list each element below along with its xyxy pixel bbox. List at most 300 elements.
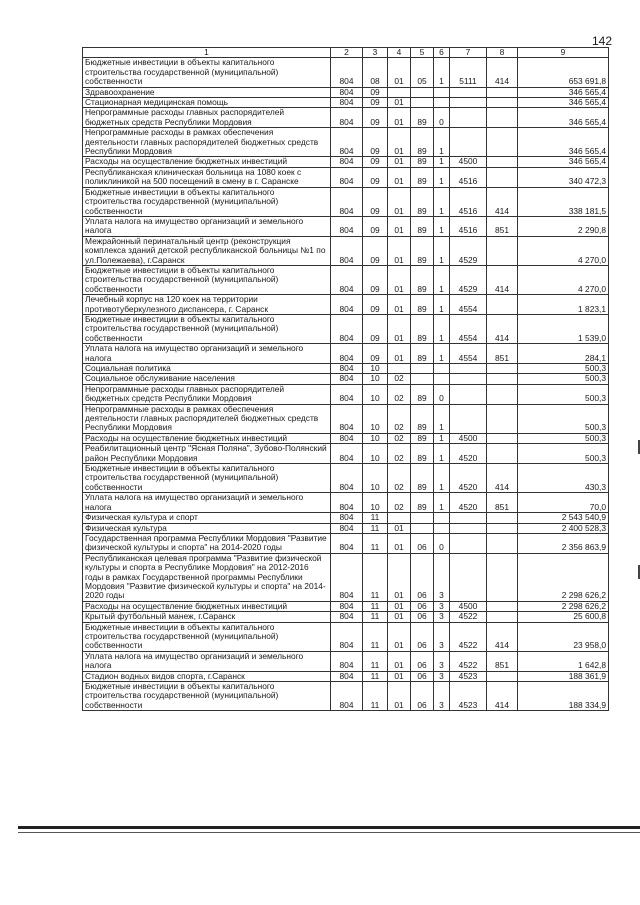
name-cell: Бюджетные инвестиции в объекты капитального строительства государственной (муниципальной) собственности xyxy=(83,622,331,651)
amount-cell: 346 565,4 xyxy=(518,87,609,97)
section-cell: 11 xyxy=(363,523,388,533)
amount-cell: 500,3 xyxy=(518,384,609,404)
subsection-cell: 01 xyxy=(388,98,411,108)
name-cell: Здравоохранение xyxy=(83,87,331,97)
item-cell: 4522 xyxy=(450,651,487,671)
subprogram-cell: 1 xyxy=(434,58,450,87)
program-cell: 89 xyxy=(411,167,434,187)
program-cell: 06 xyxy=(411,682,434,711)
amount-cell: 188 334,9 xyxy=(518,682,609,711)
section-cell: 09 xyxy=(363,98,388,108)
name-cell: Бюджетные инвестиции в объекты капитального строительства государственной (муниципальной) собственности xyxy=(83,187,331,216)
expense-type-cell xyxy=(487,98,518,108)
expense-type-cell: 414 xyxy=(487,58,518,87)
admin-code-cell: 804 xyxy=(331,493,363,513)
subsection-cell: 01 xyxy=(388,167,411,187)
item-cell: 4529 xyxy=(450,265,487,294)
subsection-cell: 01 xyxy=(388,651,411,671)
program-cell: 06 xyxy=(411,651,434,671)
amount-cell: 346 565,4 xyxy=(518,128,609,157)
admin-code-cell: 804 xyxy=(331,236,363,265)
section-cell: 11 xyxy=(363,622,388,651)
amount-cell: 653 691,8 xyxy=(518,58,609,87)
budget-table xyxy=(82,47,609,711)
program-cell: 89 xyxy=(411,236,434,265)
expense-type-cell xyxy=(487,128,518,157)
section-cell: 10 xyxy=(363,433,388,443)
subsection-cell: 01 xyxy=(388,236,411,265)
amount-cell: 284,1 xyxy=(518,344,609,364)
subprogram-cell: 3 xyxy=(434,553,450,601)
section-cell: 10 xyxy=(363,493,388,513)
name-cell: Бюджетные инвестиции в объекты капитального строительства государственной (муниципальной) собственности xyxy=(83,314,331,343)
bottom-rule xyxy=(18,826,640,829)
subsection-cell: 01 xyxy=(388,58,411,87)
table-row xyxy=(83,374,609,384)
amount-cell: 500,3 xyxy=(518,374,609,384)
name-cell: Непрограммные расходы главных распорядителей бюджетных средств Республики Мордовия xyxy=(83,384,331,404)
table-row xyxy=(83,493,609,513)
item-cell xyxy=(450,523,487,533)
amount-cell: 4 270,0 xyxy=(518,265,609,294)
program-cell: 89 xyxy=(411,128,434,157)
item-cell xyxy=(450,533,487,553)
name-cell: Стадион водных видов спорта, г.Саранск xyxy=(83,671,331,681)
section-cell: 09 xyxy=(363,236,388,265)
subsection-cell: 01 xyxy=(388,671,411,681)
table-row xyxy=(83,523,609,533)
amount-cell: 340 472,3 xyxy=(518,167,609,187)
amount-cell: 1 823,1 xyxy=(518,295,609,315)
expense-type-cell xyxy=(487,433,518,443)
name-cell: Государственная программа Республики Мордовия "Развитие физической культуры и спорта" на 2014-2020 годы xyxy=(83,533,331,553)
program-cell: 89 xyxy=(411,157,434,167)
subsection-cell: 02 xyxy=(388,404,411,433)
admin-code-cell: 804 xyxy=(331,157,363,167)
admin-code-cell: 804 xyxy=(331,58,363,87)
admin-code-cell: 804 xyxy=(331,374,363,384)
table-row xyxy=(83,404,609,433)
expense-type-cell: 851 xyxy=(487,216,518,236)
subsection-cell: 01 xyxy=(388,533,411,553)
name-cell: Реабилитационный центр "Ясная Поляна", Зубово-Полянский район Республики Мордовия xyxy=(83,444,331,464)
subprogram-cell xyxy=(434,87,450,97)
name-cell: Физическая культура xyxy=(83,523,331,533)
header-cell: 2 xyxy=(331,48,363,58)
section-cell: 09 xyxy=(363,265,388,294)
header-cell: 5 xyxy=(411,48,434,58)
program-cell xyxy=(411,364,434,374)
program-cell: 89 xyxy=(411,187,434,216)
header-cell: 3 xyxy=(363,48,388,58)
name-cell: Непрограммные расходы в рамках обеспечения деятельности главных распорядителей бюджетных средств Республики Мордовия xyxy=(83,128,331,157)
program-cell: 89 xyxy=(411,295,434,315)
item-cell xyxy=(450,374,487,384)
program-cell: 89 xyxy=(411,265,434,294)
table-row xyxy=(83,433,609,443)
amount-cell: 2 298 626,2 xyxy=(518,553,609,601)
subsection-cell: 02 xyxy=(388,433,411,443)
table-row xyxy=(83,108,609,128)
table-row xyxy=(83,216,609,236)
admin-code-cell: 804 xyxy=(331,87,363,97)
admin-code-cell: 804 xyxy=(331,265,363,294)
admin-code-cell: 804 xyxy=(331,314,363,343)
subsection-cell: 01 xyxy=(388,612,411,622)
expense-type-cell: 414 xyxy=(487,682,518,711)
section-cell: 09 xyxy=(363,314,388,343)
name-cell: Бюджетные инвестиции в объекты капитального строительства государственной (муниципальной) собственности xyxy=(83,58,331,87)
admin-code-cell: 804 xyxy=(331,344,363,364)
section-cell: 09 xyxy=(363,295,388,315)
subprogram-cell: 1 xyxy=(434,404,450,433)
section-cell: 10 xyxy=(363,374,388,384)
section-cell: 09 xyxy=(363,108,388,128)
subprogram-cell: 3 xyxy=(434,612,450,622)
header-cell: 7 xyxy=(450,48,487,58)
table-row xyxy=(83,167,609,187)
amount-cell: 346 565,4 xyxy=(518,108,609,128)
table-row xyxy=(83,236,609,265)
table-row xyxy=(83,344,609,364)
subsection-cell: 01 xyxy=(388,344,411,364)
item-cell: 4523 xyxy=(450,671,487,681)
expense-type-cell xyxy=(487,167,518,187)
expense-type-cell xyxy=(487,374,518,384)
program-cell: 89 xyxy=(411,344,434,364)
subsection-cell: 01 xyxy=(388,157,411,167)
expense-type-cell xyxy=(487,157,518,167)
amount-cell: 1 539,0 xyxy=(518,314,609,343)
item-cell: 4554 xyxy=(450,314,487,343)
section-cell: 11 xyxy=(363,513,388,523)
table-row xyxy=(83,533,609,553)
item-cell: 4500 xyxy=(450,157,487,167)
table-row xyxy=(83,513,609,523)
amount-cell: 346 565,4 xyxy=(518,157,609,167)
table-row xyxy=(83,612,609,622)
subprogram-cell: 1 xyxy=(434,344,450,364)
program-cell: 89 xyxy=(411,404,434,433)
subprogram-cell: 3 xyxy=(434,671,450,681)
subsection-cell: 01 xyxy=(388,523,411,533)
admin-code-cell: 804 xyxy=(331,433,363,443)
subsection-cell: 01 xyxy=(388,314,411,343)
section-cell: 09 xyxy=(363,87,388,97)
subprogram-cell xyxy=(434,374,450,384)
amount-cell: 500,3 xyxy=(518,404,609,433)
admin-code-cell: 804 xyxy=(331,404,363,433)
table-row xyxy=(83,314,609,343)
subprogram-cell xyxy=(434,364,450,374)
table-row xyxy=(83,601,609,611)
subprogram-cell: 1 xyxy=(434,433,450,443)
section-cell: 11 xyxy=(363,553,388,601)
expense-type-cell xyxy=(487,553,518,601)
expense-type-cell: 414 xyxy=(487,314,518,343)
admin-code-cell: 804 xyxy=(331,187,363,216)
subsection-cell: 02 xyxy=(388,444,411,464)
section-cell: 09 xyxy=(363,128,388,157)
name-cell: Расходы на осуществление бюджетных инвестиций xyxy=(83,601,331,611)
amount-cell: 2 400 528,3 xyxy=(518,523,609,533)
item-cell xyxy=(450,108,487,128)
expense-type-cell: 414 xyxy=(487,265,518,294)
amount-cell: 70,0 xyxy=(518,493,609,513)
section-cell: 11 xyxy=(363,671,388,681)
name-cell: Лечебный корпус на 120 коек на территории противотуберкулезного диспансера, г. Саранск xyxy=(83,295,331,315)
expense-type-cell xyxy=(487,295,518,315)
program-cell: 06 xyxy=(411,533,434,553)
subprogram-cell: 1 xyxy=(434,265,450,294)
header-cell: 6 xyxy=(434,48,450,58)
header-row xyxy=(83,48,609,58)
subprogram-cell: 0 xyxy=(434,108,450,128)
name-cell: Стационарная медицинская помощь xyxy=(83,98,331,108)
item-cell: 4500 xyxy=(450,601,487,611)
admin-code-cell: 804 xyxy=(331,167,363,187)
item-cell: 4523 xyxy=(450,682,487,711)
table-row xyxy=(83,464,609,493)
subsection-cell: 01 xyxy=(388,601,411,611)
name-cell: Непрограммные расходы главных распорядителей бюджетных средств Республики Мордовия xyxy=(83,108,331,128)
subprogram-cell: 3 xyxy=(434,601,450,611)
table-row xyxy=(83,58,609,87)
subsection-cell: 01 xyxy=(388,295,411,315)
item-cell: 4520 xyxy=(450,493,487,513)
admin-code-cell: 804 xyxy=(331,384,363,404)
table-row xyxy=(83,187,609,216)
bottom-rule-thin xyxy=(18,832,640,833)
admin-code-cell: 804 xyxy=(331,444,363,464)
item-cell: 4516 xyxy=(450,187,487,216)
item-cell: 5111 xyxy=(450,58,487,87)
item-cell xyxy=(450,384,487,404)
program-cell: 05 xyxy=(411,58,434,87)
header-cell: 9 xyxy=(518,48,609,58)
subprogram-cell xyxy=(434,523,450,533)
name-cell: Уплата налога на имущество организаций и земельного налога xyxy=(83,216,331,236)
subprogram-cell: 1 xyxy=(434,314,450,343)
table-row xyxy=(83,384,609,404)
subprogram-cell: 3 xyxy=(434,682,450,711)
subprogram-cell: 3 xyxy=(434,622,450,651)
admin-code-cell: 804 xyxy=(331,533,363,553)
subsection-cell xyxy=(388,87,411,97)
expense-type-cell: 851 xyxy=(487,493,518,513)
name-cell: Бюджетные инвестиции в объекты капитального строительства государственной (муниципальной) собственности xyxy=(83,265,331,294)
name-cell: Непрограммные расходы в рамках обеспечения деятельности главных распорядителей бюджетных средств Республики Мордовия xyxy=(83,404,331,433)
admin-code-cell: 804 xyxy=(331,128,363,157)
subprogram-cell: 1 xyxy=(434,444,450,464)
program-cell xyxy=(411,523,434,533)
expense-type-cell xyxy=(487,364,518,374)
subprogram-cell: 1 xyxy=(434,295,450,315)
table-row xyxy=(83,682,609,711)
subprogram-cell: 1 xyxy=(434,493,450,513)
section-cell: 11 xyxy=(363,533,388,553)
name-cell: Уплата налога на имущество организаций и земельного налога xyxy=(83,493,331,513)
table-row xyxy=(83,364,609,374)
amount-cell: 2 356 863,9 xyxy=(518,533,609,553)
item-cell: 4520 xyxy=(450,464,487,493)
amount-cell: 346 565,4 xyxy=(518,98,609,108)
subprogram-cell xyxy=(434,98,450,108)
expense-type-cell xyxy=(487,404,518,433)
item-cell xyxy=(450,98,487,108)
name-cell: Уплата налога на имущество организаций и земельного налога xyxy=(83,651,331,671)
expense-type-cell xyxy=(487,108,518,128)
expense-type-cell xyxy=(487,533,518,553)
amount-cell: 500,3 xyxy=(518,433,609,443)
name-cell: Бюджетные инвестиции в объекты капитального строительства государственной (муниципальной) собственности xyxy=(83,682,331,711)
name-cell: Расходы на осуществление бюджетных инвестиций xyxy=(83,433,331,443)
section-cell: 11 xyxy=(363,612,388,622)
item-cell: 4554 xyxy=(450,344,487,364)
section-cell: 11 xyxy=(363,601,388,611)
expense-type-cell xyxy=(487,513,518,523)
subprogram-cell: 0 xyxy=(434,533,450,553)
item-cell: 4522 xyxy=(450,622,487,651)
subsection-cell: 01 xyxy=(388,108,411,128)
expense-type-cell: 414 xyxy=(487,187,518,216)
expense-type-cell: 414 xyxy=(487,622,518,651)
name-cell: Социальная политика xyxy=(83,364,331,374)
subsection-cell: 01 xyxy=(388,187,411,216)
subprogram-cell: 1 xyxy=(434,128,450,157)
name-cell: Республиканская клиническая больница на 1080 коек с поликлиникой на 500 посещений в смену в г. Саранске xyxy=(83,167,331,187)
program-cell: 89 xyxy=(411,108,434,128)
amount-cell: 500,3 xyxy=(518,444,609,464)
admin-code-cell: 804 xyxy=(331,464,363,493)
program-cell: 06 xyxy=(411,671,434,681)
program-cell xyxy=(411,98,434,108)
subsection-cell: 01 xyxy=(388,265,411,294)
amount-cell: 430,3 xyxy=(518,464,609,493)
table-row xyxy=(83,651,609,671)
expense-type-cell: 851 xyxy=(487,344,518,364)
page-number: 142 xyxy=(591,34,612,48)
item-cell: 4522 xyxy=(450,612,487,622)
name-cell: Межрайонный перинатальный центр (реконструкция комплекса зданий детской республиканской больницы №1 по ул.Полежаева), г.Саранск xyxy=(83,236,331,265)
expense-type-cell: 851 xyxy=(487,651,518,671)
item-cell: 4500 xyxy=(450,433,487,443)
subsection-cell xyxy=(388,364,411,374)
expense-type-cell xyxy=(487,671,518,681)
admin-code-cell: 804 xyxy=(331,553,363,601)
admin-code-cell: 804 xyxy=(331,601,363,611)
program-cell: 89 xyxy=(411,433,434,443)
section-cell: 09 xyxy=(363,216,388,236)
table-row xyxy=(83,87,609,97)
table-row xyxy=(83,157,609,167)
name-cell: Уплата налога на имущество организаций и земельного налога xyxy=(83,344,331,364)
section-cell: 10 xyxy=(363,444,388,464)
table-row xyxy=(83,128,609,157)
table-row xyxy=(83,265,609,294)
header-cell: 8 xyxy=(487,48,518,58)
section-cell: 11 xyxy=(363,682,388,711)
header-cell: 4 xyxy=(388,48,411,58)
admin-code-cell: 804 xyxy=(331,612,363,622)
program-cell: 06 xyxy=(411,601,434,611)
amount-cell: 500,3 xyxy=(518,364,609,374)
expense-type-cell xyxy=(487,601,518,611)
amount-cell: 2 543 540,9 xyxy=(518,513,609,523)
expense-type-cell xyxy=(487,444,518,464)
table-row xyxy=(83,671,609,681)
subsection-cell xyxy=(388,513,411,523)
item-cell: 4554 xyxy=(450,295,487,315)
amount-cell: 2 290,8 xyxy=(518,216,609,236)
item-cell: 4529 xyxy=(450,236,487,265)
item-cell: 4520 xyxy=(450,444,487,464)
section-cell: 10 xyxy=(363,364,388,374)
program-cell: 89 xyxy=(411,444,434,464)
admin-code-cell: 804 xyxy=(331,108,363,128)
program-cell xyxy=(411,513,434,523)
subsection-cell: 01 xyxy=(388,128,411,157)
subprogram-cell: 1 xyxy=(434,236,450,265)
amount-cell: 23 958,0 xyxy=(518,622,609,651)
amount-cell: 338 181,5 xyxy=(518,187,609,216)
expense-type-cell xyxy=(487,523,518,533)
item-cell: 4516 xyxy=(450,216,487,236)
expense-type-cell xyxy=(487,612,518,622)
item-cell: 4516 xyxy=(450,167,487,187)
item-cell xyxy=(450,553,487,601)
program-cell: 89 xyxy=(411,314,434,343)
amount-cell: 2 298 626,2 xyxy=(518,601,609,611)
amount-cell: 1 642,8 xyxy=(518,651,609,671)
program-cell: 89 xyxy=(411,464,434,493)
program-cell: 06 xyxy=(411,612,434,622)
table-row xyxy=(83,295,609,315)
program-cell xyxy=(411,374,434,384)
admin-code-cell: 804 xyxy=(331,364,363,374)
section-cell: 10 xyxy=(363,464,388,493)
section-cell: 09 xyxy=(363,344,388,364)
subsection-cell: 01 xyxy=(388,622,411,651)
table-row xyxy=(83,444,609,464)
subsection-cell: 01 xyxy=(388,216,411,236)
table-row xyxy=(83,98,609,108)
subprogram-cell xyxy=(434,513,450,523)
name-cell: Расходы на осуществление бюджетных инвестиций xyxy=(83,157,331,167)
subsection-cell: 02 xyxy=(388,493,411,513)
item-cell xyxy=(450,404,487,433)
subsection-cell: 02 xyxy=(388,464,411,493)
admin-code-cell: 804 xyxy=(331,651,363,671)
section-cell: 10 xyxy=(363,384,388,404)
subprogram-cell: 1 xyxy=(434,216,450,236)
admin-code-cell: 804 xyxy=(331,513,363,523)
program-cell: 89 xyxy=(411,493,434,513)
subprogram-cell: 1 xyxy=(434,157,450,167)
table-row xyxy=(83,622,609,651)
item-cell xyxy=(450,87,487,97)
expense-type-cell xyxy=(487,87,518,97)
expense-type-cell xyxy=(487,236,518,265)
subsection-cell: 01 xyxy=(388,682,411,711)
program-cell: 06 xyxy=(411,622,434,651)
subprogram-cell: 1 xyxy=(434,464,450,493)
section-cell: 09 xyxy=(363,167,388,187)
admin-code-cell: 804 xyxy=(331,682,363,711)
program-cell: 06 xyxy=(411,553,434,601)
program-cell: 89 xyxy=(411,384,434,404)
admin-code-cell: 804 xyxy=(331,98,363,108)
